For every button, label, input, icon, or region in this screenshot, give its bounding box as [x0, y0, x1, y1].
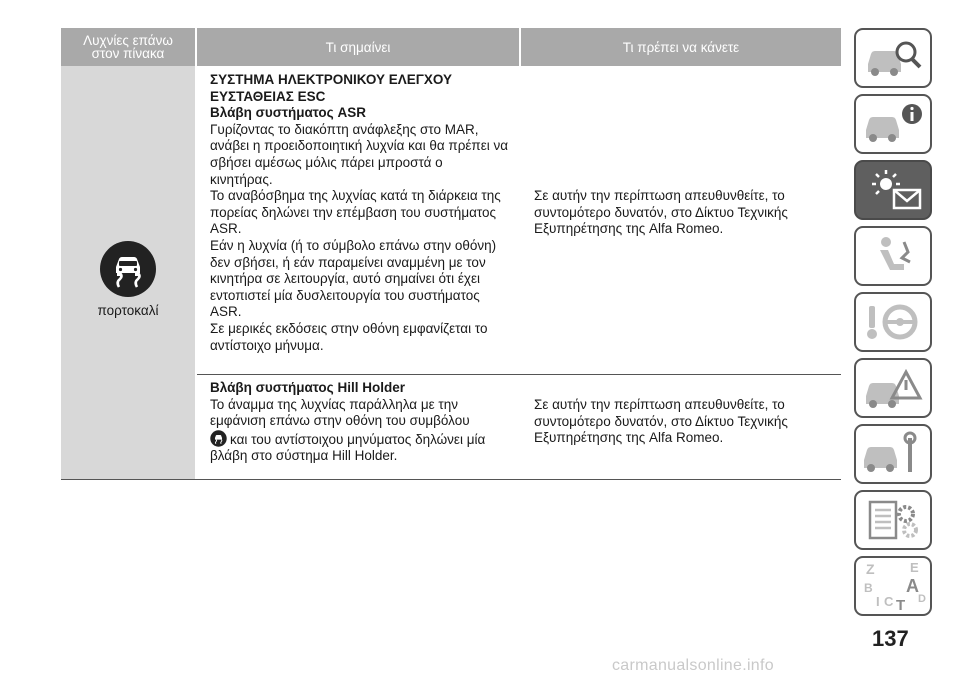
row1-action — [534, 188, 834, 238]
alphabet-index-icon — [856, 558, 930, 614]
steering-wheel-key-icon — [856, 294, 930, 350]
row1-line: Γυρίζοντας το διακόπτη ανάφλεξης στο MAR, — [210, 121, 479, 137]
header-lamps — [61, 28, 195, 66]
header-action — [521, 28, 841, 66]
row1-line: αντίστοιχο μήνυμα. — [210, 337, 324, 353]
index-letter: D — [918, 593, 926, 605]
tab-emergency[interactable] — [854, 358, 932, 418]
index-letter: A — [906, 576, 919, 596]
car-wrench-icon — [856, 426, 930, 482]
row2-action-line: Εξυπηρέτησης της Alfa Romeo. — [534, 430, 724, 446]
page-number: 137 — [872, 626, 909, 651]
row2-action-line: συντομότερο δυνατόν, στο Δίκτυο Τεχνικής — [534, 413, 788, 429]
row1-title-3: Βλάβη συστήματος ASR — [210, 105, 366, 121]
row2-action — [534, 397, 834, 447]
row1-line: Εάν η λυχνία (ή το σύμβολο επάνω στην οθόνη) — [210, 237, 497, 253]
index-letter: E — [910, 560, 919, 575]
row-divider — [197, 374, 841, 375]
index-letter: C — [884, 594, 894, 609]
index-letter: T — [896, 597, 906, 614]
header-lamps-label: Λυχνίες επάνω στον πίνακα — [83, 33, 173, 61]
skidding-car-icon — [210, 430, 227, 447]
car-magnifier-icon — [856, 30, 930, 86]
row1-line: εντοπιστεί μία δυσλειτουργία του συστήματος — [210, 287, 480, 303]
tab-car-magnifier[interactable] — [854, 28, 932, 88]
row2-meaning — [210, 380, 520, 465]
document-gears-icon — [856, 492, 930, 548]
header-action-label: Τι πρέπει να κάνετε — [622, 39, 740, 55]
row2-line: βλάβη στο σύστημα Hill Holder. — [210, 448, 398, 464]
tab-maintenance[interactable] — [854, 424, 932, 484]
lamp-color-label: πορτοκαλί — [97, 303, 159, 318]
seat-airbag-icon — [856, 228, 930, 284]
index-letter: B — [864, 581, 873, 595]
tab-index[interactable] — [854, 556, 932, 616]
row1-line: κινητήρα σε λειτουργία, αυτό σημαίνει ότι έχει — [210, 271, 480, 287]
row1-meaning — [210, 72, 520, 354]
table-bottom-rule — [61, 479, 841, 480]
car-info-icon — [856, 96, 930, 152]
row1-line: Σε μερικές εκδόσεις στην οθόνη εμφανίζεται το — [210, 320, 488, 336]
row1-line: ASR. — [210, 304, 242, 320]
tab-warning-lights[interactable] — [854, 160, 932, 220]
header-meaning — [197, 28, 519, 66]
row1-action-line: Εξυπηρέτησης της Alfa Romeo. — [534, 221, 724, 237]
row2-line-with-icon — [210, 430, 520, 449]
tab-technical-data[interactable] — [854, 490, 932, 550]
tab-safety[interactable] — [854, 226, 932, 286]
row2-title: Βλάβη συστήματος Hill Holder — [210, 380, 405, 395]
index-letter: Z — [866, 561, 875, 577]
row2-line: εμφάνιση επάνω στην οθόνη του συμβόλου — [210, 413, 470, 429]
row1-line: ανάβει η προειδοποιητική λυχνία και θα πρέπει να — [210, 138, 509, 154]
row1-action-line: συντομότερο δυνατόν, στο Δίκτυο Τεχνικής — [534, 204, 788, 220]
row1-line: ASR. — [210, 221, 242, 237]
row2-line: Το άναμμα της λυχνίας παράλληλα με την — [210, 396, 458, 412]
skidding-car-icon — [99, 240, 157, 298]
row1-line: κινητήρας. — [210, 171, 273, 187]
watermark-text: carmanualsonline.info — [612, 657, 774, 674]
row1-action-line: Σε αυτήν την περίπτωση απευθυνθείτε, το — [534, 188, 785, 203]
row2-line: και του αντίστοιχου μηνύματος δηλώνει μία — [230, 431, 486, 447]
row1-line: Το αναβόσβημα της λυχνίας κατά τη διάρκεια της — [210, 188, 501, 204]
tab-car-info[interactable] — [854, 94, 932, 154]
tab-starting-driving[interactable] — [854, 292, 932, 352]
row1-line: πορείας δηλώνει την επέμβαση του συστήματος — [210, 204, 497, 220]
header-meaning-label: Τι σημαίνει — [325, 39, 391, 55]
index-letter: I — [876, 594, 880, 609]
lamp-column — [61, 66, 195, 479]
row1-title-1: ΣΥΣΤΗΜΑ ΗΛΕΚΤΡΟΝΙΚΟΥ ΕΛΕΓΧΟΥ — [210, 72, 452, 87]
row2-action-line: Σε αυτήν την περίπτωση απευθυνθείτε, το — [534, 397, 785, 412]
row1-line: δεν σβήσει, ή εάν παραμείνει αναμμένη με τον — [210, 254, 486, 270]
row1-title-2: ΕΥΣΤΑΘΕΙΑΣ ESC — [210, 88, 326, 104]
row1-line: σβήσει αμέσως μόλις πάρει μπροστά ο — [210, 154, 443, 170]
warning-light-envelope-icon — [856, 162, 930, 218]
car-breakdown-warning-icon — [856, 360, 930, 416]
